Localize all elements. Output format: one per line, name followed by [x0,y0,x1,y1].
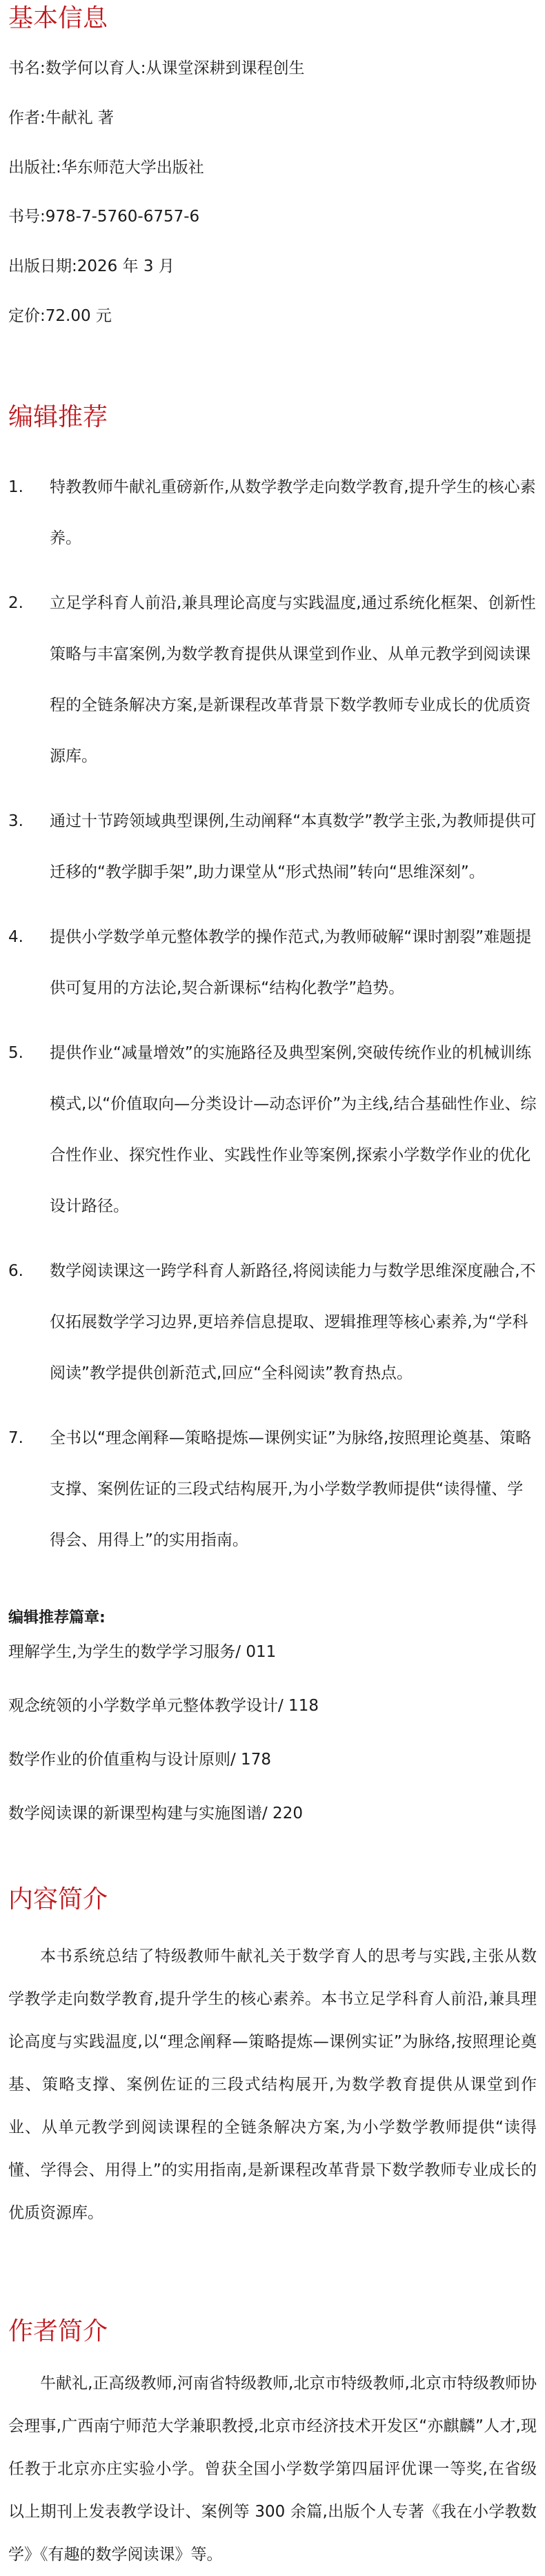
price-value: 72.00 元 [45,307,112,326]
author-intro-heading: 作者简介 [8,2317,108,2346]
recommend-item-number: 3. [8,812,23,830]
author-line [8,108,537,129]
publisher-label: 出版社: [8,158,61,177]
chapter-item: 数学阅读课的新课型构建与实施图谱/ 220 [8,1804,303,1822]
recommend-item-text: 通过十节跨领域典型课例,生动阐释“本真数学”教学主张,为教师提供可迁移的“教学脚手架”,助力课堂从“形式热闹”转向“思维深刻”。 [50,812,537,881]
isbn-line [8,207,537,228]
content-intro-heading: 内容简介 [8,1885,108,1914]
price-line [8,306,537,327]
publish-date-value: 2026 年 3 月 [77,257,175,276]
editor-recommend-section [8,402,537,1824]
recommend-item-text: 全书以“理念阐释—策略提炼—课例实证”为脉络,按照理论奠基、策略支撑、案例佐证的三段式结构展开,为小学数学教师提供“读得懂、学得会、用得上”的实用指南。 [50,1428,532,1549]
price-label: 定价: [8,307,46,326]
content-intro-section [8,1884,537,2235]
publisher-value: 华东师范大学出版社 [61,158,204,177]
recommend-item-number: 1. [8,478,23,496]
editor-recommend-heading: 编辑推荐 [8,403,108,432]
author-value: 牛献礼 著 [45,108,115,127]
recommend-list [8,462,537,1566]
book-title-value: 数学何以育人:从课堂深耕到课程创生 [45,59,305,77]
author-intro-section [8,2316,537,2576]
recommend-item [8,578,537,782]
author-intro-text: 牛献礼,正高级教师,河南省特级教师,北京市特级教师,北京市特级教师协会理事,广西南宁师范大学兼职教授,北京市经济技术开发区“亦麒麟”人才,现任教于北京亦庄实验小学。曾获全国小学数学第四届评优课一等奖,在省级以上期刊上发表教学设计、案例等 300 余篇,出版个人专著《我在小学教数学》《有趣的数学阅读课》等。 [8,2375,537,2564]
recommend-item [8,912,537,1014]
publisher-line [8,158,537,179]
recommend-item [8,462,537,564]
book-title-line [8,59,537,79]
recommend-item-number: 4. [8,927,23,946]
chapter-item: 理解学生,为学生的数学学习服务/ 011 [8,1642,277,1661]
chapter-item: 观念统领的小学数学单元整体教学设计/ 118 [8,1696,319,1715]
basic-info-heading: 基本信息 [8,4,108,32]
chapter-item: 数学作业的价值重构与设计原则/ 178 [8,1750,271,1769]
recommend-item [8,1413,537,1566]
recommend-item-number: 7. [8,1428,23,1447]
book-title-label: 书名: [8,59,46,77]
recommend-item-text: 提供作业“减量增效”的实施路径及典型案例,突破传统作业的机械训练模式,以“价值取向—分类设计—动态评价”为主线,结合基础性作业、综合性作业、探究性作业、实践性作业等案例,探索小学数学作业的优化设计路径。 [50,1043,537,1215]
publish-date-label: 出版日期: [8,257,77,276]
recommend-item-text: 数学阅读课这一跨学科育人新路径,将阅读能力与数学思维深度融合,不仅拓展数学学习边界,更培养信息提取、逻辑推理等核心素养,为“学科阅读”教学提供创新范式,回应“全科阅读”教育热点。 [50,1261,536,1382]
recommend-item-number: 2. [8,593,23,612]
recommend-item [8,796,537,898]
publish-date-line [8,257,537,277]
content-intro-text: 本书系统总结了特级教师牛献礼关于数学育人的思考与实践,主张从数学教学走向数学教育,提升学生的核心素养。本书立足学科育人前沿,兼具理论高度与实践温度,以“理念阐释—策略提炼—课例实证”为脉络,按照理论奠基、策略支撑、案例佐证的三段式结构展开,为数学教育提供从课堂到作业、从单元教学到阅读课程的全链条解决方案,为小学数学教师提供“读得懂、学得会、用得上”的实用指南,是新课程改革背景下数学教师专业成长的优质资源库。 [8,1947,537,2223]
isbn-label: 书号: [8,208,46,226]
recommend-item [8,1246,537,1399]
recommended-chapters-heading: 编辑推荐篇章: [8,1609,106,1626]
isbn-value: 978-7-5760-6757-6 [45,208,200,226]
recommend-item [8,1028,537,1232]
recommend-item-text: 特教教师牛献礼重磅新作,从数学教学走向数学教育,提升学生的核心素养。 [50,478,536,547]
recommended-chapters-list [8,1642,537,1825]
author-label: 作者: [8,108,46,127]
recommend-item-number: 5. [8,1043,23,1062]
recommend-item-number: 6. [8,1261,23,1280]
recommend-item-text: 提供小学数学单元整体教学的操作范式,为教师破解“课时割裂”难题提供可复用的方法论,契合新课标“结构化教学”趋势。 [50,927,532,997]
recommend-item-text: 立足学科育人前沿,兼具理论高度与实践温度,通过系统化框架、创新性策略与丰富案例,为数学教育提供从课堂到作业、从单元教学到阅读课程的全链条解决方案,是新课程改革背景下数学教师专业成长的优质资源库。 [50,593,536,765]
basic-info-section [8,0,537,327]
